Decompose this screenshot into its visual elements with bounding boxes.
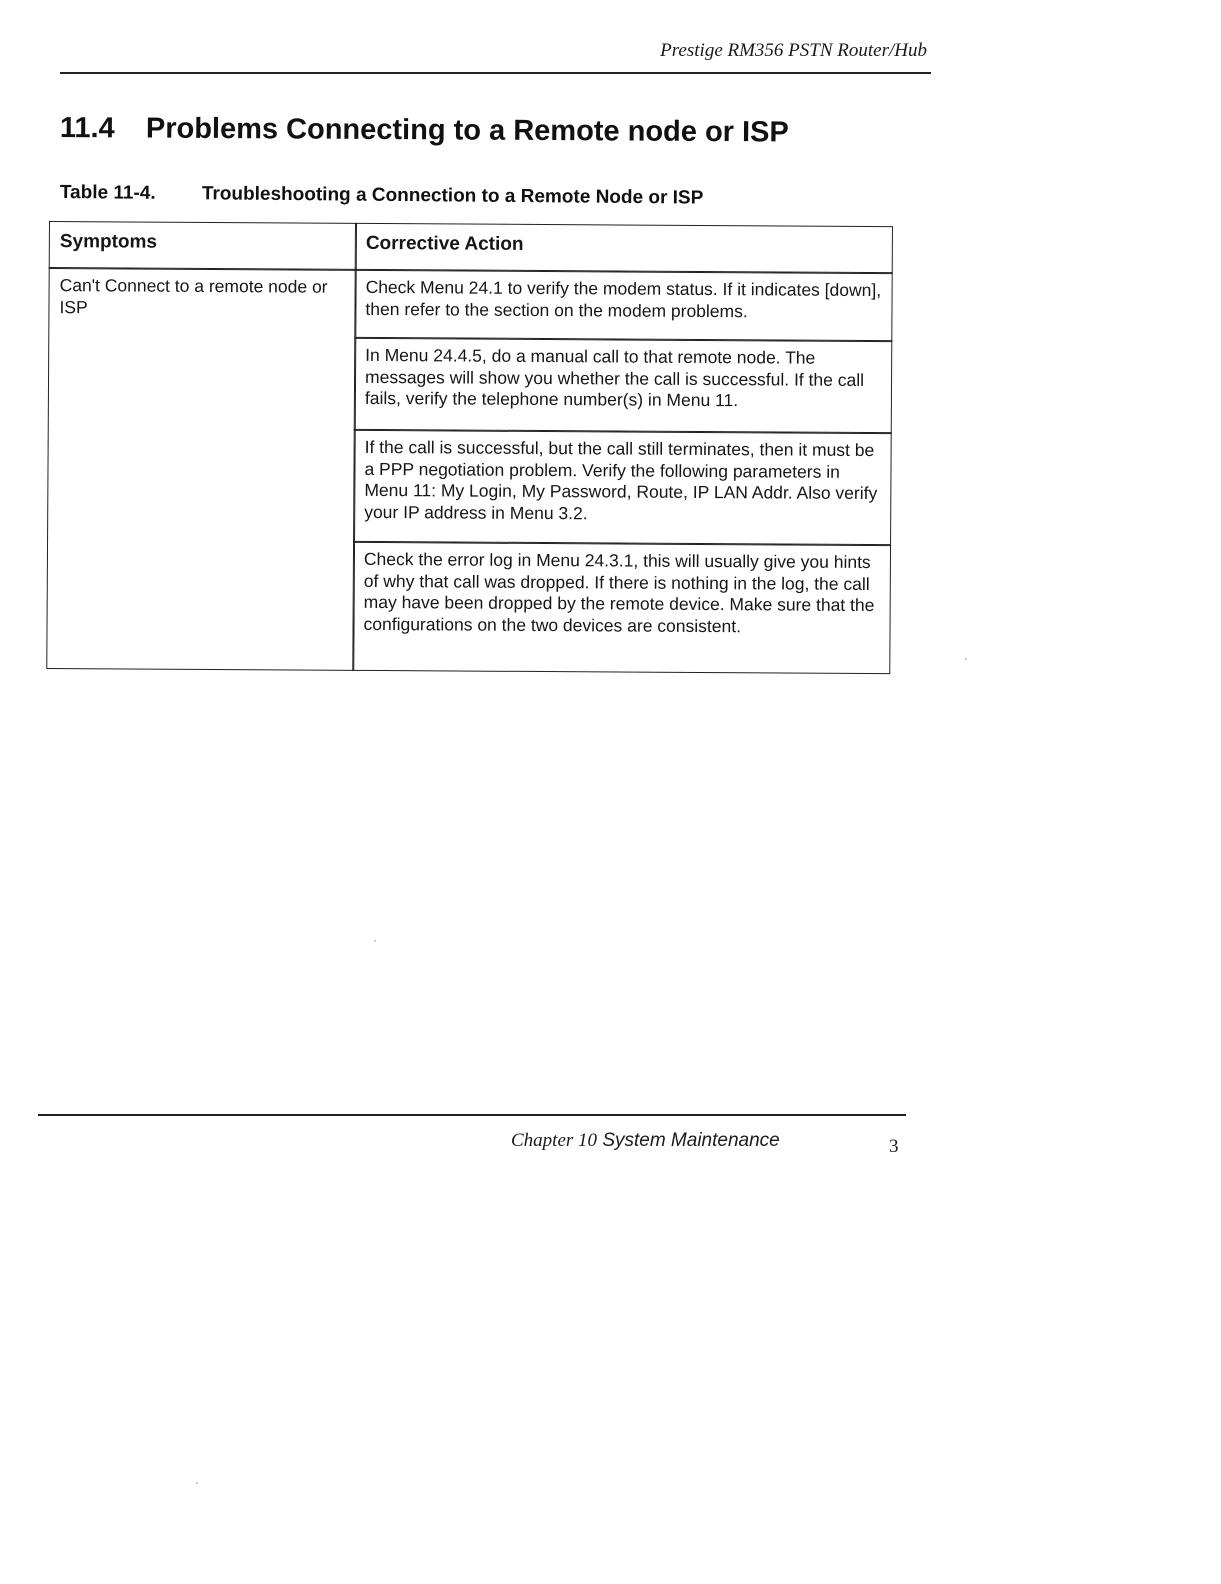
corrective-action-1: Check Menu 24.1 to verify the modem status. If it indicates [down], then refer to the section on the modem problems. bbox=[354, 269, 892, 342]
footer-chapter-title: System Maintenance bbox=[602, 1130, 780, 1151]
running-header bbox=[60, 34, 931, 74]
section-number: 11.4 bbox=[59, 112, 115, 145]
table-caption-title: Troubleshooting a Connection to a Remote Node or ISP bbox=[201, 183, 704, 209]
symptom-cell: Can't Connect to a remote node or ISP bbox=[46, 267, 356, 671]
section-heading bbox=[60, 112, 789, 149]
footer-chapter-number: Chapter 10 bbox=[511, 1130, 598, 1151]
table-caption-number: Table 11-4. bbox=[59, 182, 156, 204]
corrective-action-4: Check the error log in Menu 24.3.1, this will usually give you hints of why that call was dropped. If there is nothing in the log, the call may have been dropped by the remote device. Make sure that the configurations on the two devices are consistent. bbox=[352, 541, 891, 674]
corrective-action-3: If the call is successful, but the call still terminates, then it must be a PPP negotiation problem. Verify the following parameters in Menu 11: My Login, My Password, Route, IP LAN Addr. Also verify your IP address in Menu 3.2. bbox=[353, 429, 892, 546]
section-title: Problems Connecting to a Remote node or ISP bbox=[145, 112, 789, 149]
running-header-title: Prestige RM356 PSTN Router/Hub bbox=[660, 40, 927, 61]
scan-speck bbox=[965, 658, 967, 660]
table-caption bbox=[60, 182, 704, 210]
column-header-symptoms: Symptoms bbox=[49, 221, 357, 271]
troubleshooting-table bbox=[49, 221, 893, 636]
scan-speck bbox=[374, 940, 376, 942]
scan-speck bbox=[196, 1482, 198, 1484]
corrective-action-2: In Menu 24.4.5, do a manual call to that remote node. The messages will show you whether the call is successful. If the call fails, verify the telephone number(s) in Menu 11. bbox=[354, 337, 893, 434]
column-header-corrective-action: Corrective Action bbox=[355, 223, 893, 274]
footer-rule bbox=[38, 1114, 906, 1116]
page-number: 3 bbox=[889, 1136, 899, 1157]
footer-chapter bbox=[511, 1130, 780, 1152]
